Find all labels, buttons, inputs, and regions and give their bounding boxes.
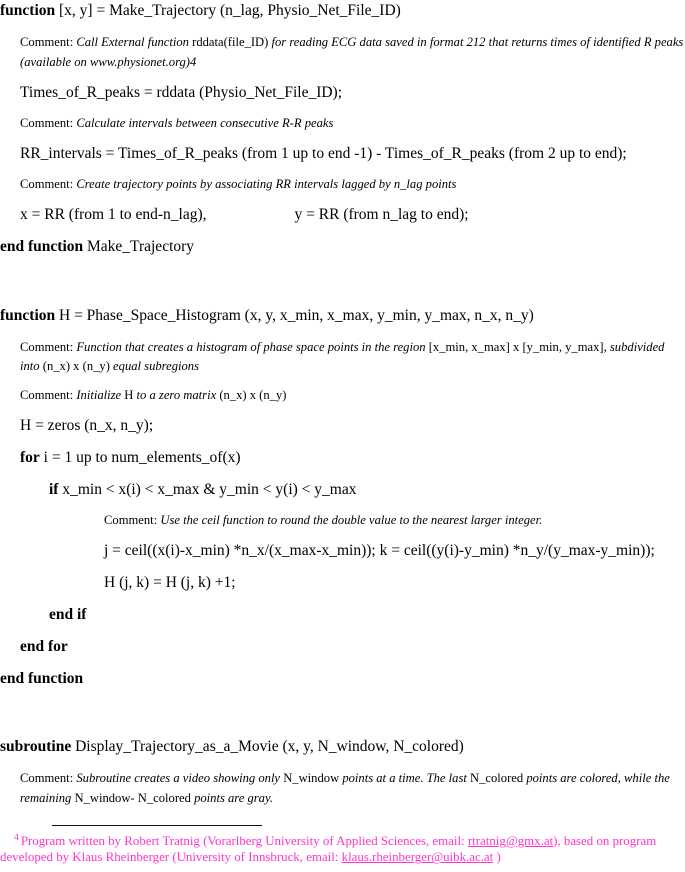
keyword-end-for: end for (20, 638, 68, 656)
keyword-end-function: end function (0, 237, 84, 255)
comment-label: Comment (20, 176, 70, 191)
statement-x-y-assignment (20, 204, 685, 226)
end-function-phase-space-histogram (0, 668, 685, 690)
end-function-name: Make_Trajectory (83, 237, 195, 255)
keyword-if: if (49, 481, 59, 499)
keyword-subroutine: subroutine (0, 738, 72, 756)
comment-label: Comment (20, 771, 70, 786)
signature-text: Display_Trajectory_as_a_Movie (x, y, N_window, N_colored) (71, 738, 464, 756)
comment-text: Create trajectory points by associating RR intervals lagged by n_lag points (76, 176, 457, 191)
comment-code-f: N_window- N_colored (74, 791, 191, 806)
comment-text-a: Subroutine creates a video showing only (76, 771, 284, 786)
comment-label: Comment (20, 35, 70, 49)
keyword-end-if: end if (49, 606, 87, 624)
statement-j-k-ceil: j = ceil((x(i)-x_min) *n_x/(x_max-x_min)); k = ceil((y(i)-y_min) *n_y/(y_max-y_min)); (104, 542, 655, 560)
subroutine-signature-display-trajectory (0, 736, 685, 758)
comment-text-e: points are colored, while the remaining (20, 771, 670, 806)
comment-code-d: (n_x) x (n_y) (42, 359, 110, 374)
section-phase-space-histogram (0, 305, 685, 691)
end-for (20, 636, 685, 658)
section-spacer (0, 700, 685, 736)
comment-label: Comment (20, 388, 70, 403)
comment-code-b: rddata(file_ID) (192, 35, 269, 49)
statement-rr-intervals: RR_intervals = Times_of_R_peaks (from 1 up to end -1) - Times_of_R_peaks (from 2 up to end); (20, 144, 627, 162)
comment-text: Use the ceil function to round the double value to the nearest larger integer. (160, 513, 543, 528)
statement-h-increment: H (j, k) = H (j, k) +1; (104, 574, 236, 592)
comment-code-b: [x_min, x_max] x [y_min, y_max], (428, 339, 607, 354)
end-if (49, 604, 685, 626)
comment-line: Comment: Function that creates a histogram of phase space points in the region [x_min, x_max] x [y_min, y_max], subdivided into (n_x) x (n_y) equal subregions (20, 339, 665, 374)
comment-line: Comment: Subroutine creates a video showing only N_window points at a time. The last N_colored points are colored, while the remaining N_window- N_colored points are gray. (20, 771, 670, 806)
function-signature-phase-space-histogram (0, 305, 685, 327)
comment-text-e: equal subregions (109, 359, 199, 374)
footnote-text-part3: ) (493, 850, 501, 865)
end-function-make-trajectory (0, 236, 685, 258)
section-display-trajectory (0, 736, 685, 809)
comment-line: Comment: Create trajectory points by associating RR intervals lagged by n_lag points (20, 176, 457, 191)
email-link-rtratnig[interactable]: rtratnig@gmx.at (467, 833, 554, 848)
for-loop-header (20, 447, 685, 469)
comment-label: Comment (104, 513, 154, 528)
keyword-for: for (20, 449, 40, 467)
if-condition-text: x_min < x(i) < x_max & y_min < y(i) < y_max (58, 481, 357, 499)
comment-code-b: N_window (283, 771, 340, 786)
statement-y: y = RR (from n_lag to end); (294, 205, 469, 223)
email-link-klaus-rheinberger[interactable]: klaus.rheinberger@uibk.ac.at (341, 850, 494, 865)
keyword-function: function (0, 306, 56, 324)
keyword-function: function (0, 2, 56, 19)
footnote-separator-rule (52, 825, 262, 826)
comment-text-a: Function that creates a histogram of phase space points in the region (76, 339, 429, 354)
comment-code-d: (n_x) x (n_y) (219, 388, 287, 403)
comment-text-c: points at a time. The last (339, 771, 471, 786)
comment-text-c: subdivided into (20, 339, 665, 374)
comment-line: Comment: Calculate intervals between consecutive R-R peaks (20, 115, 334, 130)
statement-times-of-r-peaks: Times_of_R_peaks = rddata (Physio_Net_File_ID); (20, 83, 343, 101)
signature-text: [x, y] = Make_Trajectory (n_lag, Physio_Net_File_ID) (55, 2, 401, 19)
signature-text: H = Phase_Space_Histogram (x, y, x_min, x_max, y_min, y_max, n_x, n_y) (55, 306, 534, 324)
section-make-trajectory (0, 0, 685, 258)
comment-text-c: for reading ECG data saved in format 212 that returns times of identified R peaks (available on www.physionet.org) (20, 35, 684, 69)
footnote-marker: 4 (14, 831, 19, 843)
comment-text-a: Call External function (76, 35, 193, 49)
comment-line: Comment: Use the ceil function to round the double value to the nearest larger integer. (104, 513, 543, 528)
comment-text-g: points are gray. (190, 791, 274, 806)
footnote-reference-inline: 4 (190, 54, 197, 69)
comment-label: Comment (20, 115, 70, 130)
footnote-text-part2: ), based on program developed by Klaus Rheinberger (University of Innsbruck, email: (0, 833, 657, 865)
comment-text: Calculate intervals between consecutive R-R peaks (76, 115, 334, 130)
for-loop-text: i = 1 up to num_elements_of(x) (39, 449, 241, 467)
comment-text-a: Initialize (76, 388, 125, 403)
if-condition-header (49, 479, 685, 501)
footnote-text (0, 833, 685, 866)
statement-x: x = RR (from 1 to end-n_lag), (20, 205, 207, 223)
footnote-area (0, 825, 685, 866)
function-signature-make-trajectory (0, 0, 685, 22)
comment-text-c: to a zero matrix (133, 388, 220, 403)
comment-line: Comment: Initialize H to a zero matrix (n_x) x (n_y) (20, 388, 287, 403)
comment-label: Comment (20, 339, 70, 354)
comment-code-b: H (124, 388, 134, 403)
comment-line: Comment: Call External function rddata(file_ID) for reading ECG data saved in format 212 that returns times of identified R peaks (available on www.physionet.org)4 (20, 35, 684, 69)
statement-h-zeros: H = zeros (n_x, n_y); (20, 417, 154, 435)
comment-code-d: N_colored (470, 771, 524, 786)
keyword-end-function: end function (0, 670, 84, 688)
footnote-text-part1: Program written by Robert Tratnig (Vorarlberg University of Applied Sciences, email: (20, 833, 468, 848)
section-spacer (0, 269, 685, 305)
